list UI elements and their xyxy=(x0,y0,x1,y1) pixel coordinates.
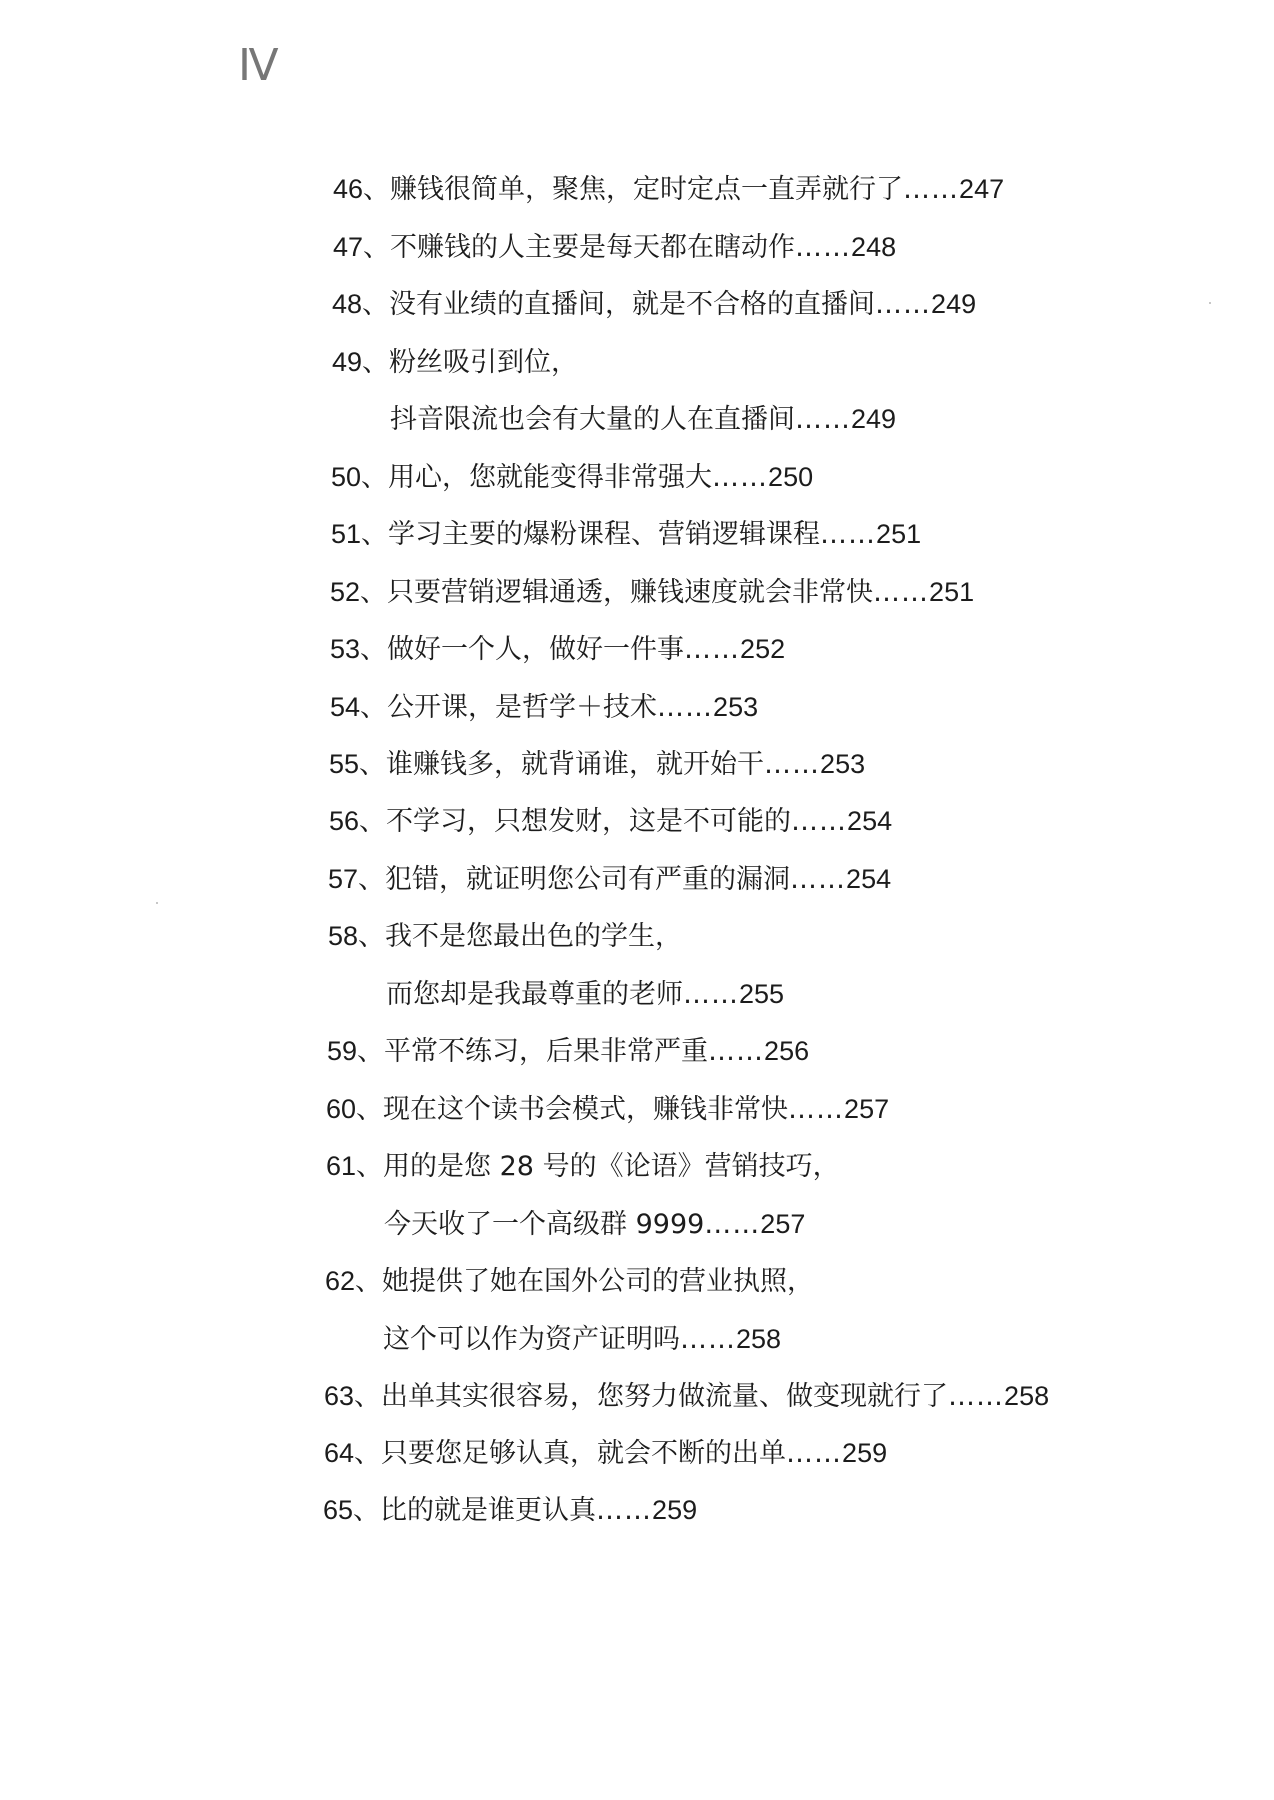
toc-entry-title: 出单其实很容易，您努力做流量、做变现就行了 xyxy=(381,1381,949,1412)
toc-entry-64[interactable] xyxy=(324,1440,887,1467)
toc-entry-number: 58、 xyxy=(328,921,386,951)
toc-leader-dots: …… xyxy=(795,232,852,263)
toc-entry-title: 她提供了她在国外公司的营业执照， xyxy=(382,1266,815,1297)
toc-entry-48[interactable] xyxy=(332,291,976,318)
toc-leader-dots: …… xyxy=(596,1495,653,1526)
toc-page-number: 248 xyxy=(851,232,897,262)
toc-entry-title: 赚钱很简单，聚焦，定时定点一直弄就行了 xyxy=(390,174,904,205)
toc-leader-dots: …… xyxy=(708,1036,765,1067)
toc-leader-dots: …… xyxy=(680,1324,736,1355)
toc-entry-title: 只要营销逻辑通透，赚钱速度就会非常快 xyxy=(387,577,874,608)
toc-entry-number: 57、 xyxy=(328,864,386,894)
toc-entry-62[interactable] xyxy=(325,1268,814,1295)
scan-speck xyxy=(156,902,158,904)
toc-page-number: 257 xyxy=(844,1094,890,1124)
toc-entry-title: 没有业绩的直播间，就是不合格的直播间 xyxy=(389,289,876,320)
toc-entry-title: 用心，您就能变得非常强大 xyxy=(388,462,713,493)
toc-leader-dots: …… xyxy=(875,289,932,320)
toc-entry-47[interactable] xyxy=(333,234,896,261)
toc-entry-55[interactable] xyxy=(329,751,865,778)
toc-entry-60[interactable] xyxy=(326,1096,889,1123)
toc-entry-title-continuation: 今天收了一个高级群 9999 xyxy=(384,1209,705,1240)
toc-leader-dots: …… xyxy=(684,634,741,665)
page-number: Ⅳ xyxy=(238,41,278,90)
toc-entry-number: 50、 xyxy=(331,462,389,492)
toc-entry-title: 用的是您 28 号的《论语》营销技巧， xyxy=(383,1151,840,1182)
toc-entry-49[interactable] xyxy=(332,349,578,376)
toc-entry-title: 学习主要的爆粉课程、营销逻辑课程 xyxy=(388,519,821,550)
toc-entry-54[interactable] xyxy=(330,694,758,721)
toc-page-number: 258 xyxy=(1004,1381,1050,1411)
toc-page-number: 257 xyxy=(760,1209,806,1239)
toc-entry-62-continuation[interactable] xyxy=(383,1326,781,1353)
toc-entry-number: 52、 xyxy=(330,577,388,607)
toc-leader-dots: …… xyxy=(795,404,851,435)
toc-entry-56[interactable] xyxy=(329,808,892,835)
toc-entry-title: 犯错，就证明您公司有严重的漏洞 xyxy=(385,864,791,895)
toc-entry-65[interactable] xyxy=(323,1497,697,1524)
toc-page-number: 251 xyxy=(929,577,975,607)
toc-leader-dots: …… xyxy=(788,1094,845,1125)
toc-leader-dots: …… xyxy=(683,979,739,1010)
toc-page-number: 259 xyxy=(652,1495,698,1525)
toc-page-number: 249 xyxy=(851,404,897,434)
toc-entry-number: 53、 xyxy=(330,634,388,664)
toc-leader-dots: …… xyxy=(712,462,769,493)
toc-entry-58[interactable] xyxy=(328,923,682,950)
toc-page-number: 250 xyxy=(768,462,814,492)
toc-entry-number: 63、 xyxy=(324,1381,382,1411)
toc-leader-dots: …… xyxy=(704,1209,761,1240)
toc-page-number: 259 xyxy=(842,1438,888,1468)
toc-page-number: 251 xyxy=(876,519,922,549)
toc-entry-number: 59、 xyxy=(327,1036,385,1066)
toc-entry-number: 51、 xyxy=(331,519,389,549)
toc-entry-50[interactable] xyxy=(331,464,813,491)
toc-entry-number: 49、 xyxy=(332,347,390,377)
toc-entry-61[interactable] xyxy=(326,1153,840,1180)
toc-page-number: 247 xyxy=(959,174,1005,204)
toc-entry-52[interactable] xyxy=(330,579,974,606)
toc-page-number: 252 xyxy=(740,634,786,664)
toc-leader-dots: …… xyxy=(903,174,960,205)
toc-entry-53[interactable] xyxy=(330,636,785,663)
toc-entry-number: 46、 xyxy=(333,174,391,204)
toc-leader-dots: …… xyxy=(786,1438,843,1469)
toc-entry-number: 48、 xyxy=(332,289,390,319)
toc-entry-51[interactable] xyxy=(331,521,921,548)
toc-entry-title: 不学习，只想发财，这是不可能的 xyxy=(386,806,792,837)
toc-page-number: 255 xyxy=(739,979,785,1009)
toc-entry-title: 现在这个读书会模式，赚钱非常快 xyxy=(383,1094,789,1125)
toc-entry-number: 60、 xyxy=(326,1094,384,1124)
toc-entry-number: 55、 xyxy=(329,749,387,779)
toc-entry-title: 粉丝吸引到位， xyxy=(389,347,579,378)
toc-leader-dots: …… xyxy=(790,864,847,895)
toc-leader-dots: …… xyxy=(791,806,848,837)
toc-page-number: 254 xyxy=(847,806,893,836)
toc-page-number: 253 xyxy=(820,749,866,779)
toc-entry-number: 62、 xyxy=(325,1266,383,1296)
toc-entry-number: 54、 xyxy=(330,692,388,722)
toc-entry-58-continuation[interactable] xyxy=(386,981,784,1008)
toc-page-number: 254 xyxy=(846,864,892,894)
toc-entry-49-continuation[interactable] xyxy=(390,406,896,433)
toc-page-number: 249 xyxy=(931,289,977,319)
toc-leader-dots: …… xyxy=(948,1381,1005,1412)
toc-entry-title: 平常不练习，后果非常严重 xyxy=(384,1036,709,1067)
toc-leader-dots: …… xyxy=(873,577,930,608)
toc-entry-title-continuation: 而您却是我最尊重的老师 xyxy=(386,979,683,1010)
toc-page-number: 253 xyxy=(713,692,759,722)
toc-entry-number: 47、 xyxy=(333,232,391,262)
toc-entry-title: 谁赚钱多，就背诵谁，就开始干 xyxy=(386,749,765,780)
toc-entry-title: 不赚钱的人主要是每天都在瞎动作 xyxy=(390,232,796,263)
toc-entry-title: 公开课，是哲学＋技术 xyxy=(387,692,658,723)
toc-entry-title-continuation: 这个可以作为资产证明吗 xyxy=(383,1324,680,1355)
toc-page-number: 256 xyxy=(764,1036,810,1066)
toc-entry-title: 我不是您最出色的学生， xyxy=(385,921,683,952)
scan-speck xyxy=(1209,302,1211,304)
toc-entry-number: 65、 xyxy=(323,1495,381,1525)
toc-entry-57[interactable] xyxy=(328,866,891,893)
toc-entry-number: 64、 xyxy=(324,1438,382,1468)
toc-entry-title-continuation: 抖音限流也会有大量的人在直播间 xyxy=(390,404,795,435)
toc-entry-number: 61、 xyxy=(326,1151,384,1181)
toc-entry-title: 比的就是谁更认真 xyxy=(380,1495,597,1526)
toc-page-number: 258 xyxy=(736,1324,782,1354)
toc-entry-number: 56、 xyxy=(329,806,387,836)
toc-entry-title: 只要您足够认真，就会不断的出单 xyxy=(381,1438,787,1469)
toc-leader-dots: …… xyxy=(764,749,821,780)
toc-entry-63[interactable] xyxy=(324,1383,1049,1410)
toc-entry-59[interactable] xyxy=(327,1038,809,1065)
toc-leader-dots: …… xyxy=(657,692,714,723)
toc-entry-46[interactable] xyxy=(333,176,1004,203)
toc-entry-title: 做好一个人，做好一件事 xyxy=(387,634,685,665)
toc-leader-dots: …… xyxy=(820,519,877,550)
toc-entry-61-continuation[interactable] xyxy=(384,1211,805,1238)
